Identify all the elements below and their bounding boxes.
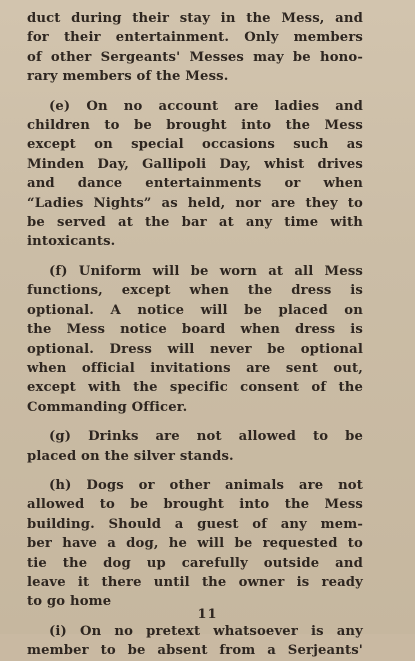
text-line: placed on the silver stands. — [27, 448, 234, 464]
text-line: building. Should a guest of any mem- — [27, 516, 363, 532]
text-line: except with the specific consent of the — [27, 380, 363, 396]
paragraph-h — [27, 476, 363, 612]
page-number: 11 — [197, 607, 218, 622]
text-line: member to be absent from a Serjeants' — [27, 643, 363, 659]
body-text — [27, 9, 363, 661]
paragraph-i — [27, 622, 363, 661]
text-line: “Ladies Nights” as held, nor are they to — [27, 195, 363, 211]
text-line: (g) Drinks are not allowed to be — [49, 429, 363, 445]
text-line: Minden Day, Gallipoli Day, whist drives — [27, 156, 363, 172]
text-line: (h) Dogs or other animals are not — [49, 477, 363, 493]
text-line: tie the dog up carefully outside and — [27, 555, 363, 571]
text-line: except on special occasions such as — [27, 137, 363, 153]
text-line: (f) Uniform will be worn at all Mess — [49, 263, 363, 279]
paragraph-g — [27, 427, 363, 466]
text-line: Commanding Officer. — [27, 399, 188, 415]
text-line: ber have a dog, he will be requested to — [27, 536, 363, 552]
text-line: (e) On no account are ladies and — [49, 98, 363, 114]
text-line: children to be brought into the Mess — [27, 118, 363, 134]
text-line: and dance entertainments or when — [27, 176, 363, 192]
text-line: optional. Dress will never be optional — [27, 341, 363, 357]
text-line: allowed to be brought into the Mess — [27, 497, 363, 513]
text-line: leave it there until the owner is ready — [27, 574, 363, 590]
paragraph-continued — [27, 9, 363, 87]
text-line: the Mess notice board when dress is — [27, 322, 363, 338]
text-line: when official invitations are sent out, — [27, 360, 363, 376]
text-line: be served at the bar at any time with — [27, 215, 363, 231]
text-line: duct during their stay in the Mess, and — [27, 11, 363, 26]
text-line: optional. A notice will be placed on — [27, 302, 363, 318]
text-line: for their entertainment. Only members — [27, 30, 363, 46]
paragraph-e — [27, 97, 363, 252]
text-line: functions, except when the dress is — [27, 283, 363, 299]
text-line: rary members of the Mess. — [27, 69, 229, 85]
paragraph-f — [27, 262, 363, 417]
text-line: to go home — [27, 594, 112, 610]
text-line: intoxicants. — [27, 234, 116, 250]
text-line: (i) On no pretext whatsoever is any — [49, 623, 363, 639]
text-line: of other Sergeants' Messes may be hono- — [27, 49, 363, 65]
